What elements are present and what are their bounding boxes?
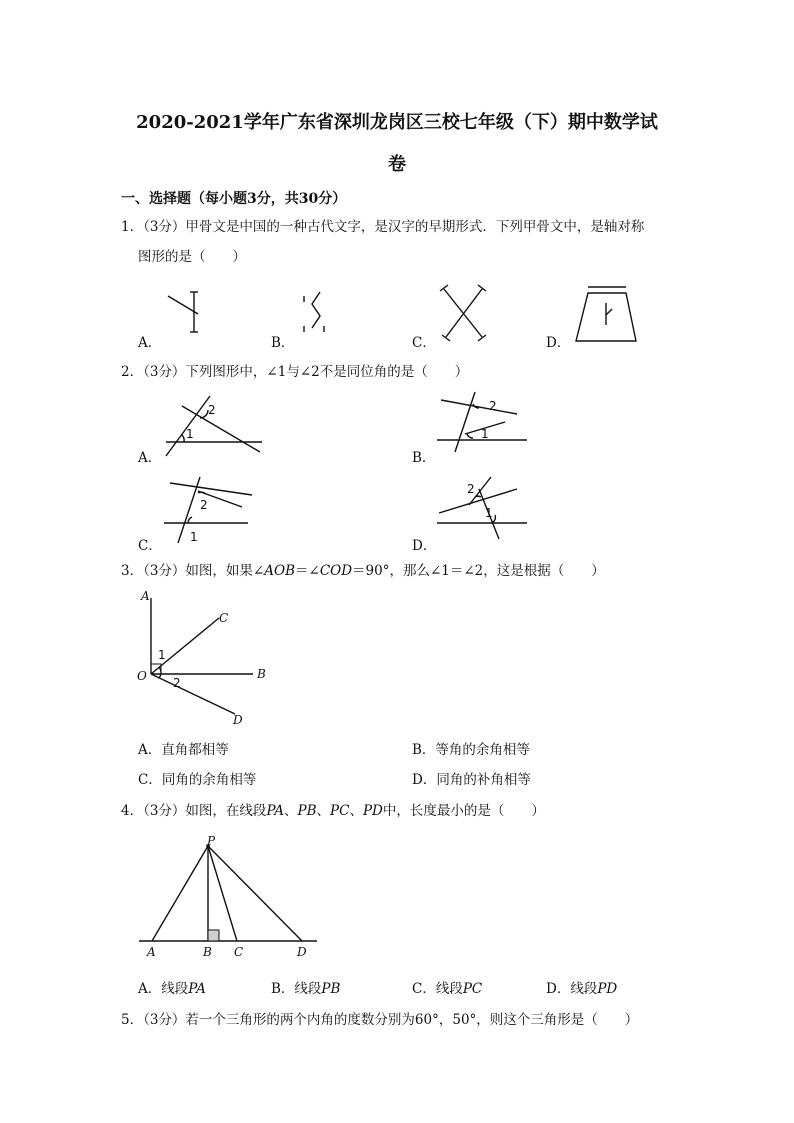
q3-option-d: D．同角的补角相等	[412, 772, 531, 788]
q4-text-suffix: 中，长度最小的是（ ）	[382, 803, 545, 819]
q3-option-c: C．同角的余角相等	[138, 772, 257, 788]
q4-label-d: D	[297, 945, 307, 959]
q4-seg-pd: PD	[362, 803, 383, 819]
q4-option-a-prefix: A．线段	[138, 981, 189, 997]
question-5-text: 5．（3分）若一个三角形的两个内角的度数分别为60°，50°，则这个三角形是（ ）	[121, 1012, 639, 1028]
q2-option-d-label: D．	[412, 538, 437, 554]
q3-angle-aob: AOB	[264, 563, 295, 579]
q4-sep: 、	[284, 803, 298, 819]
q2-figure-c	[160, 475, 260, 547]
q4-option-a-seg: PA	[188, 981, 206, 997]
q3-text-suffix: ＝90°，那么∠1＝∠2，这是根据（ ）	[352, 563, 605, 579]
q4-option-b	[271, 977, 340, 997]
q4-option-a	[138, 977, 206, 997]
q4-sep: 、	[349, 803, 363, 819]
q1-option-b-label: B．	[271, 335, 295, 351]
q3-label-b: B	[257, 667, 266, 681]
q3-figure	[135, 588, 275, 728]
q2b-angle-1-label: 1	[481, 427, 489, 441]
q2-figure-d	[435, 475, 535, 547]
q4-figure	[135, 834, 325, 962]
q1-option-c-label: C．	[412, 335, 436, 351]
q3-label-c: C	[219, 611, 229, 625]
q2b-angle-2-label: 2	[489, 399, 497, 413]
q3-text-prefix: 3．（3分）如图，如果∠	[121, 563, 265, 579]
q3-text-eq: ＝∠	[295, 563, 320, 579]
q2-option-c-label: C．	[138, 538, 162, 554]
q4-option-c	[412, 977, 482, 997]
section-heading: 一、选择题（每小题3分，共30分）	[121, 191, 347, 207]
q2d-angle-1-label: 1	[485, 506, 493, 520]
q3-label-d: D	[233, 713, 243, 727]
q1-figure-d	[572, 283, 642, 345]
q4-text-prefix: 4．（3分）如图，在线段	[121, 803, 267, 819]
q1-option-d-label: D．	[546, 335, 571, 351]
q3-option-b: B．等角的余角相等	[412, 742, 530, 758]
q2-option-b-label: B．	[412, 450, 436, 466]
q4-option-b-seg: PB	[321, 981, 341, 997]
q4-option-d-seg: PD	[597, 981, 618, 997]
q2-figure-b	[435, 392, 535, 462]
q4-option-c-prefix: C．线段	[412, 981, 463, 997]
q3-option-a: A．直角都相等	[138, 742, 229, 758]
q1-figure-b	[296, 290, 336, 340]
q2-figure-a	[160, 392, 270, 462]
q2c-angle-1-label: 1	[190, 530, 198, 544]
q4-label-c: C	[234, 945, 244, 959]
q2d-angle-2-label: 2	[467, 482, 475, 496]
q3-angle-cod: COD	[319, 563, 353, 579]
q1-figure-a	[160, 290, 220, 340]
question-1-text-continued: 图形的是（ ）	[138, 249, 246, 265]
q4-label-a: A	[147, 945, 156, 959]
q2c-angle-2-label: 2	[200, 498, 208, 512]
q3-label-o: O	[137, 669, 147, 683]
question-4-text	[121, 801, 545, 821]
q4-label-p: P	[207, 834, 216, 848]
question-1-text: 1．（3分）甲骨文是中国的一种古代文字，是汉字的早期形式．下列甲骨文中，是轴对称	[121, 219, 645, 235]
q4-seg-pb: PB	[297, 803, 317, 819]
q1-figure-c	[440, 283, 490, 343]
q3-angle-2-label: 2	[173, 676, 181, 690]
q2a-angle-1-label: 1	[186, 427, 194, 441]
q2a-angle-2-label: 2	[208, 403, 216, 417]
page-title-continued: 卷	[388, 154, 406, 175]
q4-option-c-seg: PC	[462, 981, 483, 997]
question-3-text	[121, 561, 605, 581]
q4-option-d	[546, 977, 617, 997]
q3-angle-1-label: 1	[158, 648, 166, 662]
q4-label-b: B	[203, 945, 212, 959]
q4-seg-pa: PA	[266, 803, 285, 819]
q1-option-a-label: A．	[138, 335, 162, 351]
q4-option-d-prefix: D．线段	[546, 981, 598, 997]
q4-seg-pc: PC	[330, 803, 350, 819]
q3-label-a: A	[141, 589, 150, 603]
q2-option-a-label: A．	[138, 450, 162, 466]
question-2-text: 2．（3分）下列图形中，∠1与∠2不是同位角的是（ ）	[121, 364, 469, 380]
page-title: 2020-2021学年广东省深圳龙岗区三校七年级（下）期中数学试	[136, 112, 658, 133]
q4-sep: 、	[316, 803, 331, 819]
q4-option-b-prefix: B．线段	[271, 981, 322, 997]
